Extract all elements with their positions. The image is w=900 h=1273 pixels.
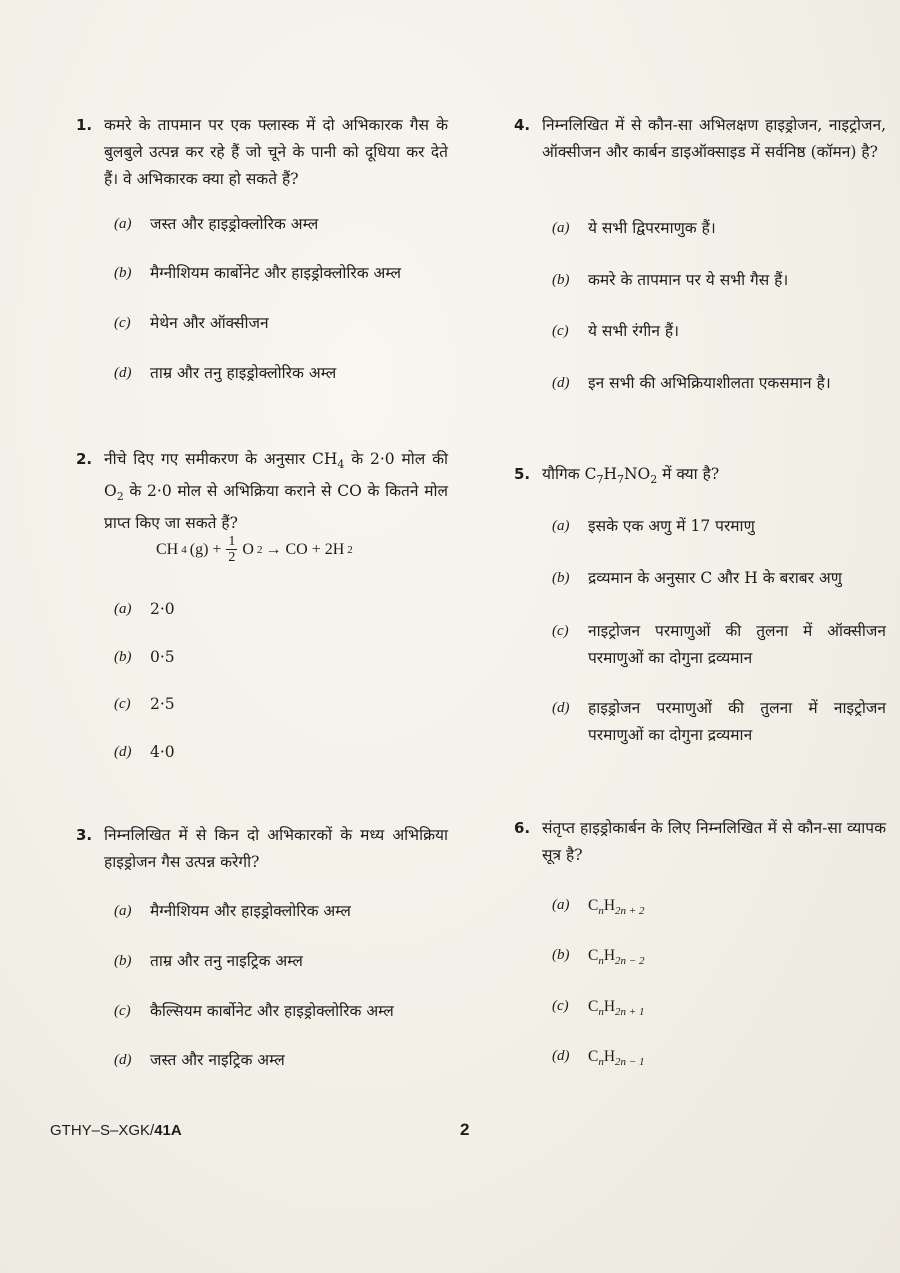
option-text: नाइट्रोजन परमाणुओं की तुलना में ऑक्सीजन परमाणुओं का दोगुना द्रव्यमान bbox=[588, 622, 886, 667]
option-text: जस्त और नाइट्रिक अम्ल bbox=[150, 1051, 285, 1069]
option-4b bbox=[552, 267, 886, 294]
question-5 bbox=[514, 461, 886, 493]
question-text: नीचे दिए गए समीकरण के अनुसार $CH_4$ के 2·0 मोल की $O_2$ के 2·0 मोल से अभिक्रिया कराने से CO के कितने मोल प्राप्त किए जा सकते हैं? bbox=[104, 450, 448, 533]
option-1b bbox=[114, 260, 448, 287]
question-number: 6. bbox=[514, 819, 531, 837]
option-5b bbox=[552, 565, 886, 592]
formula: $C_nH_{2n - 2}$ bbox=[588, 947, 645, 968]
question-number: 4. bbox=[514, 116, 531, 134]
option-6c bbox=[552, 993, 886, 1026]
fraction: $\frac{1}{2}$ bbox=[228, 534, 236, 565]
option-4c bbox=[552, 318, 886, 345]
option-2a bbox=[114, 596, 448, 623]
option-label: (d) bbox=[114, 1052, 132, 1068]
option-label: (d) bbox=[552, 1048, 570, 1064]
question-1 bbox=[76, 112, 448, 193]
option-5c bbox=[552, 618, 886, 672]
option-label: (b) bbox=[552, 570, 570, 586]
question-4 bbox=[514, 112, 886, 166]
question-number: 1. bbox=[76, 116, 93, 134]
option-6b bbox=[552, 942, 886, 975]
option-text: इन सभी की अभिक्रियाशीलता एकसमान है। bbox=[588, 374, 831, 392]
option-label: (d) bbox=[552, 375, 570, 391]
option-2c bbox=[114, 691, 448, 718]
option-3d bbox=[114, 1047, 448, 1074]
formula: $C_nH_{2n - 1}$ bbox=[588, 1048, 645, 1069]
option-2d bbox=[114, 739, 448, 766]
option-2b bbox=[114, 644, 448, 671]
option-label: (c) bbox=[552, 323, 569, 339]
option-label: (b) bbox=[552, 947, 570, 963]
paper-code: GTHY–S–XGK/41A bbox=[50, 1122, 182, 1139]
option-label: (c) bbox=[552, 623, 569, 639]
question-6 bbox=[514, 815, 886, 869]
question-text: निम्नलिखित में से किन दो अभिकारकों के मध्य अभिक्रिया हाइड्रोजन गैस उत्पन्न करेगी? bbox=[104, 826, 448, 871]
option-label: (b) bbox=[114, 953, 132, 969]
option-label: (a) bbox=[552, 518, 570, 534]
question-2 bbox=[76, 446, 448, 537]
option-text: ये सभी द्विपरमाणुक हैं। bbox=[588, 219, 716, 237]
option-text: इसके एक अणु में 17 परमाणु bbox=[588, 517, 755, 535]
option-5a bbox=[552, 513, 886, 540]
formula: $C_nH_{2n + 2}$ bbox=[588, 897, 645, 918]
formula: $C_nH_{2n + 1}$ bbox=[588, 998, 645, 1019]
question-text: संतृप्त हाइड्रोकार्बन के लिए निम्नलिखित में से कौन-सा व्यापक सूत्र है? bbox=[542, 819, 886, 864]
option-text: कमरे के तापमान पर ये सभी गैस हैं। bbox=[588, 271, 789, 289]
question-text: कमरे के तापमान पर एक फ्लास्क में दो अभिकारक गैस के बुलबुले उत्पन्न कर रहे हैं जो चूने के पानी को दूधिया कर देते हैं। वे अभिकारक क्या हो सकते हैं? bbox=[104, 116, 448, 188]
option-label: (c) bbox=[114, 696, 131, 712]
option-text: ये सभी रंगीन हैं। bbox=[588, 322, 679, 340]
question-text: निम्नलिखित में से कौन-सा अभिलक्षण हाइड्रोजन, नाइट्रोजन, ऑक्सीजन और कार्बन डाइऑक्साइड में सर्वनिष्ठ (कॉमन) है? bbox=[542, 116, 886, 161]
option-label: (a) bbox=[114, 903, 132, 919]
option-text: ताम्र और तनु नाइट्रिक अम्ल bbox=[150, 952, 303, 970]
question-number: 5. bbox=[514, 465, 531, 483]
option-4a bbox=[552, 215, 886, 242]
option-text: 0·5 bbox=[150, 648, 175, 666]
page-number: 2 bbox=[460, 1120, 470, 1139]
option-text: 2·5 bbox=[150, 695, 175, 713]
option-text: हाइड्रोजन परमाणुओं की तुलना में नाइट्रोजन परमाणुओं का दोगुना द्रव्यमान bbox=[588, 699, 886, 744]
question-number: 2. bbox=[76, 450, 93, 468]
question-3 bbox=[76, 822, 448, 876]
option-3b bbox=[114, 948, 448, 975]
option-text: मेथेन और ऑक्सीजन bbox=[150, 314, 269, 332]
option-3a bbox=[114, 898, 448, 925]
option-3c bbox=[114, 998, 448, 1025]
option-label: (a) bbox=[552, 220, 570, 236]
option-text: जस्त और हाइड्रोक्लोरिक अम्ल bbox=[150, 215, 319, 233]
option-label: (b) bbox=[114, 265, 132, 281]
option-1d bbox=[114, 360, 448, 387]
option-label: (a) bbox=[552, 897, 570, 913]
option-label: (a) bbox=[114, 216, 132, 232]
option-6a bbox=[552, 892, 886, 925]
option-label: (d) bbox=[114, 744, 132, 760]
option-label: (b) bbox=[552, 272, 570, 288]
chemical-equation: CH 4 (g) + $\frac{1}{2}$ O 2 → CO + 2H 2 bbox=[156, 534, 353, 565]
option-text: द्रव्यमान के अनुसार C और H के बराबर अणु bbox=[588, 569, 842, 587]
option-4d bbox=[552, 370, 886, 397]
option-label: (c) bbox=[552, 998, 569, 1014]
option-text: मैग्नीशियम कार्बोनेट और हाइड्रोक्लोरिक अम्ल bbox=[150, 264, 402, 282]
option-1c bbox=[114, 310, 448, 337]
option-label: (d) bbox=[114, 365, 132, 381]
option-label: (d) bbox=[552, 700, 570, 716]
option-label: (a) bbox=[114, 601, 132, 617]
option-text: ताम्र और तनु हाइड्रोक्लोरिक अम्ल bbox=[150, 364, 337, 382]
option-label: (b) bbox=[114, 649, 132, 665]
option-5d bbox=[552, 695, 886, 749]
option-text: 4·0 bbox=[150, 743, 175, 761]
question-text: यौगिक $C_7H_7NO_2$ में क्या है? bbox=[542, 465, 720, 487]
option-6d bbox=[552, 1043, 886, 1076]
option-text: 2·0 bbox=[150, 600, 175, 618]
question-number: 3. bbox=[76, 826, 93, 844]
option-label: (c) bbox=[114, 315, 131, 331]
option-label: (c) bbox=[114, 1003, 131, 1019]
option-text: कैल्सियम कार्बोनेट और हाइड्रोक्लोरिक अम्ल bbox=[150, 1002, 394, 1020]
option-1a bbox=[114, 211, 448, 238]
option-text: मैग्नीशियम और हाइड्रोक्लोरिक अम्ल bbox=[150, 902, 351, 920]
